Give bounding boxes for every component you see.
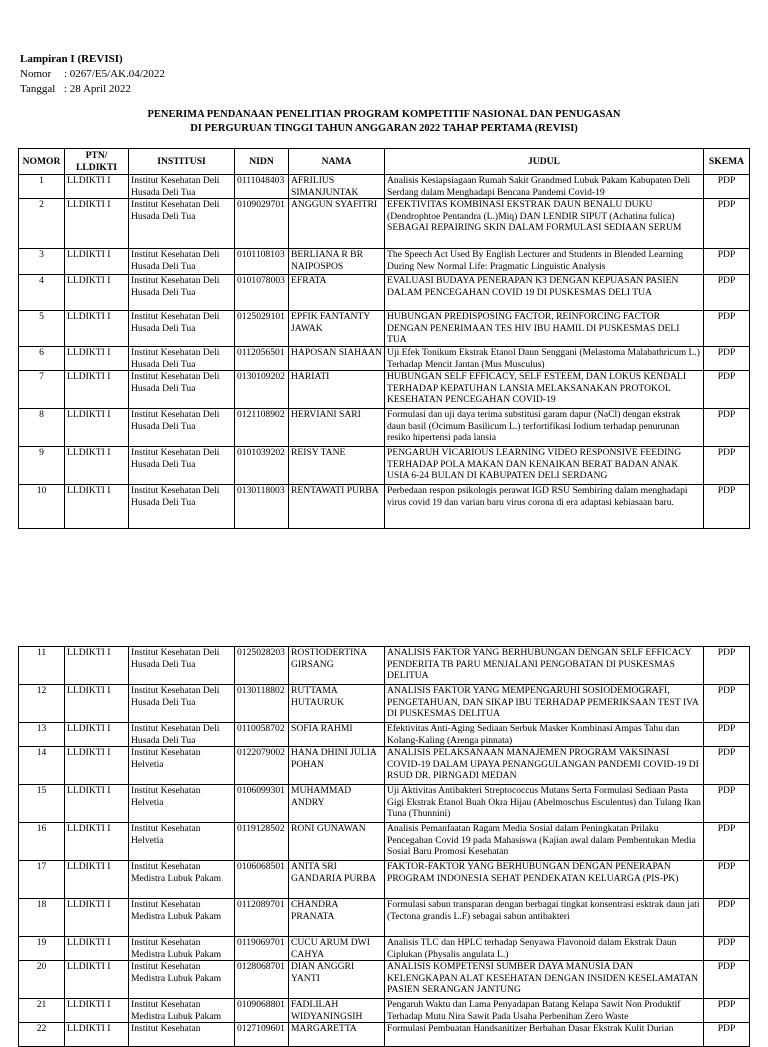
cell-institusi: Institut Kesehatan Deli Husada Deli Tua (129, 371, 235, 409)
cell-ptn: LLDIKTI I (65, 785, 129, 823)
cell-judul: Efektivitas Anti-Aging Sediaan Serbuk Masker Kombinasi Ampas Tahu dan Kolang-Kaling (Arenga pinnata) (385, 723, 704, 747)
table-row (19, 1023, 750, 1047)
cell-ptn: LLDIKTI I (65, 485, 129, 529)
cell-institusi: Institut Kesehatan Deli Husada Deli Tua (129, 175, 235, 199)
cell-nama: ROSTIODERTINA GIRSANG (289, 647, 385, 685)
cell-nama: ANITA SRI GANDARIA PURBA (289, 861, 385, 899)
cell-skema: PDP (704, 199, 750, 249)
cell-nama: HERVIANI SARI (289, 409, 385, 447)
cell-ptn: LLDIKTI I (65, 999, 129, 1023)
cell-nama: MARGARETTA (289, 1023, 385, 1047)
table-row (19, 723, 750, 747)
table-row (19, 347, 750, 371)
cell-skema: PDP (704, 685, 750, 723)
table-row (19, 823, 750, 861)
cell-institusi: Institut Kesehatan Medistra Lubuk Pakam (129, 999, 235, 1023)
cell-ptn: LLDIKTI I (65, 899, 129, 937)
cell-institusi: Institut Kesehatan Medistra Lubuk Pakam (129, 861, 235, 899)
cell-ptn: LLDIKTI I (65, 823, 129, 861)
cell-nama: RONI GUNAWAN (289, 823, 385, 861)
cell-institusi: Institut Kesehatan Deli Husada Deli Tua (129, 199, 235, 249)
cell-ptn: LLDIKTI I (65, 1023, 129, 1047)
cell-nama: EPFIK FANTANTY JAWAK (289, 311, 385, 347)
cell-nama: AFRILIUS SIMANJUNTAK (289, 175, 385, 199)
cell-nidn: 0125029101 (235, 311, 289, 347)
cell-institusi: Institut Kesehatan Deli Husada Deli Tua (129, 647, 235, 685)
cell-nidn: 0119128502 (235, 823, 289, 861)
table-body-part-2 (19, 647, 750, 1047)
table-body-part-1 (19, 175, 750, 529)
nomor-label: Nomor (20, 68, 52, 80)
cell-skema: PDP (704, 961, 750, 999)
cell-institusi: Institut Kesehatan Medistra Lubuk Pakam (129, 899, 235, 937)
cell-nomor: 9 (19, 447, 65, 485)
cell-nama: CHANDRA PRANATA (289, 899, 385, 937)
table-row (19, 647, 750, 685)
cell-nama: REISY TANE (289, 447, 385, 485)
cell-ptn: LLDIKTI I (65, 371, 129, 409)
cell-judul: Uji Aktivitas Antibakteri Streptococcus Mutans Serta Formulasi Sediaan Pasta Gigi Ekstrak Etanol Buah Okra Hijau (Abelmoschus Esculentus) dan Tulang Ikan Tuna (Thunnini) (385, 785, 704, 823)
col-header-nama: NAMA (289, 149, 385, 175)
cell-institusi: Institut Kesehatan Helvetia (129, 785, 235, 823)
cell-nomor: 22 (19, 1023, 65, 1047)
cell-nama: MUHAMMAD ANDRY (289, 785, 385, 823)
cell-nomor: 20 (19, 961, 65, 999)
cell-judul: EFEKTIVITAS KOMBINASI EKSTRAK DAUN BENALU DUKU (Dendrophtoe Pentandra (L.)Miq) DAN LENDIR SIPUT (Achatina fulica) SEBAGAI REPAIRING SKIN DALAM FORMULASI SEDIAAN SERUM (385, 199, 704, 249)
cell-nomor: 3 (19, 249, 65, 275)
cell-nomor: 7 (19, 371, 65, 409)
cell-ptn: LLDIKTI I (65, 647, 129, 685)
cell-ptn: LLDIKTI I (65, 961, 129, 999)
cell-nomor: 19 (19, 937, 65, 961)
cell-institusi: Institut Kesehatan Deli Husada Deli Tua (129, 347, 235, 371)
cell-nama: HAPOSAN SIAHAAN (289, 347, 385, 371)
cell-judul: HUBUNGAN SELF EFFICACY, SELF ESTEEM, DAN LOKUS KENDALI TERHADAP KEPATUHAN LANSIA MELAKSANAKAN PROTOKOL KESEHATAN PENCEGAHAN COVID-19 (385, 371, 704, 409)
cell-skema: PDP (704, 485, 750, 529)
cell-nidn: 0106099301 (235, 785, 289, 823)
col-header-nidn: NIDN (235, 149, 289, 175)
tanggal-label: Tanggal (20, 83, 56, 95)
cell-skema: PDP (704, 371, 750, 409)
cell-institusi: Institut Kesehatan Medistra Lubuk Pakam (129, 961, 235, 999)
cell-skema: PDP (704, 311, 750, 347)
table-row (19, 961, 750, 999)
col-header-nomor: NOMOR (19, 149, 65, 175)
recipients-table-part-1 (18, 148, 750, 529)
cell-institusi: Institut Kesehatan Deli Husada Deli Tua (129, 311, 235, 347)
cell-nidn: 0130109202 (235, 371, 289, 409)
table-row (19, 447, 750, 485)
cell-nomor: 17 (19, 861, 65, 899)
nomor-row (20, 67, 165, 82)
cell-institusi: Institut Kesehatan Deli Husada Deli Tua (129, 447, 235, 485)
cell-institusi: Institut Kesehatan (129, 1023, 235, 1047)
cell-skema: PDP (704, 823, 750, 861)
cell-skema: PDP (704, 785, 750, 823)
cell-skema: PDP (704, 747, 750, 785)
cell-nomor: 6 (19, 347, 65, 371)
cell-judul: Analisis Pemanfaatan Ragam Media Sosial dalam Peningkatan Prilaku Pencegahan Covid 19 pada Mahasiswa (Kajian awal dalam Pembentukan Media Sosial Baru Promosi Kesehatan (385, 823, 704, 861)
table-row (19, 861, 750, 899)
table-header-row (19, 149, 750, 175)
cell-institusi: Institut Kesehatan Helvetia (129, 747, 235, 785)
cell-judul: Analisis TLC dan HPLC terhadap Senyawa Flavonoid dalam Ekstrak Daun Ciplukan (Physalis angulata L.) (385, 937, 704, 961)
cell-skema: PDP (704, 447, 750, 485)
cell-nomor: 2 (19, 199, 65, 249)
cell-nama: DIAN ANGGRI YANTI (289, 961, 385, 999)
cell-judul: Uji Efek Tonikum Ekstrak Etanol Daun Senggani (Melastoma Malabathricum L.) Terhadap Mencit Jantan (Mus Musculus) (385, 347, 704, 371)
table-row (19, 311, 750, 347)
cell-skema: PDP (704, 175, 750, 199)
cell-skema: PDP (704, 723, 750, 747)
cell-ptn: LLDIKTI I (65, 723, 129, 747)
cell-nidn: 0101108103 (235, 249, 289, 275)
cell-judul: Perbedaan respon psikologis perawat IGD RSU Sembiring dalam menghadapi virus covid 19 dan varian baru virus corona di era adaptasi kebiasaan baru. (385, 485, 704, 529)
cell-nomor: 18 (19, 899, 65, 937)
cell-nomor: 10 (19, 485, 65, 529)
cell-nidn: 0121108902 (235, 409, 289, 447)
cell-ptn: LLDIKTI I (65, 249, 129, 275)
table-row (19, 785, 750, 823)
cell-judul: Formulasi dan uji daya terima substitusi garam dapur (NaCl) dengan ekstrak daun basil (Ocimum Basilicum L.) terfortifikasi Iodium terhadap penurunan resiko hipertensi pada lansia (385, 409, 704, 447)
lampiran-label: Lampiran I (REVISI) (20, 53, 123, 65)
cell-skema: PDP (704, 275, 750, 311)
cell-nomor: 14 (19, 747, 65, 785)
cell-judul: Analisis Kesiapsiagaan Rumah Sakit Grandmed Lubuk Pakam Kabupaten Deli Serdang dalam Menghadapi Bencana Pandemi Covid-19 (385, 175, 704, 199)
table-row (19, 485, 750, 529)
cell-institusi: Institut Kesehatan Deli Husada Deli Tua (129, 249, 235, 275)
cell-nomor: 16 (19, 823, 65, 861)
table-row (19, 747, 750, 785)
cell-skema: PDP (704, 1023, 750, 1047)
cell-nomor: 8 (19, 409, 65, 447)
cell-nama: CUCU ARUM DWI CAHYA (289, 937, 385, 961)
cell-ptn: LLDIKTI I (65, 275, 129, 311)
table-row (19, 175, 750, 199)
table-row (19, 409, 750, 447)
cell-ptn: LLDIKTI I (65, 937, 129, 961)
cell-nomor: 15 (19, 785, 65, 823)
cell-nidn: 0122079002 (235, 747, 289, 785)
cell-ptn: LLDIKTI I (65, 199, 129, 249)
col-header-skema: SKEMA (704, 149, 750, 175)
title-line-1: PENERIMA PENDANAAN PENELITIAN PROGRAM KOMPETITIF NASIONAL DAN PENUGASAN (147, 109, 621, 120)
cell-institusi: Institut Kesehatan Helvetia (129, 823, 235, 861)
cell-nidn: 0111048403 (235, 175, 289, 199)
cell-nama: ANGGUN SYAFITRI (289, 199, 385, 249)
table-row (19, 371, 750, 409)
cell-skema: PDP (704, 861, 750, 899)
letter-meta (20, 52, 165, 97)
cell-institusi: Institut Kesehatan Deli Husada Deli Tua (129, 723, 235, 747)
document-title (0, 108, 768, 136)
cell-nomor: 5 (19, 311, 65, 347)
cell-nidn: 0130118802 (235, 685, 289, 723)
table-row (19, 899, 750, 937)
cell-ptn: LLDIKTI I (65, 175, 129, 199)
cell-nidn: 0130118003 (235, 485, 289, 529)
cell-nomor: 11 (19, 647, 65, 685)
table-row (19, 999, 750, 1023)
cell-ptn: LLDIKTI I (65, 861, 129, 899)
cell-nidn: 0101039202 (235, 447, 289, 485)
cell-nomor: 21 (19, 999, 65, 1023)
table-row (19, 199, 750, 249)
col-header-ptn: PTN/ LLDIKTI (65, 149, 129, 175)
cell-nomor: 13 (19, 723, 65, 747)
cell-ptn: LLDIKTI I (65, 747, 129, 785)
cell-institusi: Institut Kesehatan Deli Husada Deli Tua (129, 485, 235, 529)
cell-judul: Formulasi sabun transparan dengan berbagai tingkat konsentrasi esktrak daun jati (Tectona grandis L.F) sebagai sabun antibakteri (385, 899, 704, 937)
cell-judul: EVALUASI BUDAYA PENERAPAN K3 DENGAN KEPUASAN PASIEN DALAM PENCEGAHAN COVID 19 DI PUSKESMAS DELI TUA (385, 275, 704, 311)
cell-institusi: Institut Kesehatan Deli Husada Deli Tua (129, 409, 235, 447)
cell-ptn: LLDIKTI I (65, 347, 129, 371)
title-line-2: DI PERGURUAN TINGGI TAHUN ANGGARAN 2022 TAHAP PERTAMA (REVISI) (190, 123, 578, 134)
cell-nidn: 0119069701 (235, 937, 289, 961)
cell-nama: HARIATI (289, 371, 385, 409)
cell-judul: ANALISIS PELAKSANAAN MANAJEMEN PROGRAM VAKSINASI COVID-19 DALAM UPAYA PENANGGULANGAN PANDEMI COVID-19 DI RSUD DR. PIRNGADI MEDAN (385, 747, 704, 785)
cell-ptn: LLDIKTI I (65, 447, 129, 485)
table-row (19, 249, 750, 275)
cell-nidn: 0125028203 (235, 647, 289, 685)
tanggal-value: : 28 April 2022 (64, 83, 131, 95)
cell-nama: BERLIANA R BR NAIPOSPOS (289, 249, 385, 275)
cell-nidn: 0109029701 (235, 199, 289, 249)
cell-institusi: Institut Kesehatan Deli Husada Deli Tua (129, 275, 235, 311)
cell-judul: HUBUNGAN PREDISPOSING FACTOR, REINFORCING FACTOR DENGAN PENERIMAAN TES HIV IBU HAMIL DI PUSKESMAS DELI TUA (385, 311, 704, 347)
recipients-table-part-2 (18, 646, 750, 1047)
cell-nama: EFRATA (289, 275, 385, 311)
cell-nidn: 0112056501 (235, 347, 289, 371)
cell-judul: FAKTOR-FAKTOR YANG BERHUBUNGAN DENGAN PENERAPAN PROGRAM INDONESIA SEHAT PENDEKATAN KELUARGA (PIS-PK) (385, 861, 704, 899)
cell-nomor: 12 (19, 685, 65, 723)
cell-institusi: Institut Kesehatan Medistra Lubuk Pakam (129, 937, 235, 961)
cell-nidn: 0101078003 (235, 275, 289, 311)
table-row (19, 685, 750, 723)
cell-ptn: LLDIKTI I (65, 311, 129, 347)
cell-judul: ANALISIS FAKTOR YANG BERHUBUNGAN DENGAN SELF EFFICACY PENDERITA TB PARU MENJALANI PENGOBATAN DI PUSKESMAS DELITUA (385, 647, 704, 685)
cell-skema: PDP (704, 647, 750, 685)
col-header-institusi: INSTITUSI (129, 149, 235, 175)
cell-nama: FADLILAH WIDYANINGSIH (289, 999, 385, 1023)
cell-nidn: 0106068501 (235, 861, 289, 899)
table-row (19, 275, 750, 311)
cell-nomor: 4 (19, 275, 65, 311)
cell-skema: PDP (704, 409, 750, 447)
cell-judul: ANALISIS FAKTOR YANG MEMPENGARUHI SOSIODEMOGRAFI, PENGETAHUAN, DAN SIKAP IBU TERHADAP PEMERIKSAAN TEST IVA DI PUSKESMAS DELITUA (385, 685, 704, 723)
cell-ptn: LLDIKTI I (65, 409, 129, 447)
cell-nama: SOFIA RAHMI (289, 723, 385, 747)
col-header-judul: JUDUL (385, 149, 704, 175)
nomor-value: : 0267/E5/AK.04/2022 (64, 68, 165, 80)
cell-nidn: 0109068801 (235, 999, 289, 1023)
cell-judul: Formulasi Pembuatan Handsanitizer Berbahan Dasar Ekstrak Kulit Durian (385, 1023, 704, 1047)
cell-nomor: 1 (19, 175, 65, 199)
cell-nama: HANA DHINI JULIA POHAN (289, 747, 385, 785)
cell-nama: RUTTAMA HUTAURUK (289, 685, 385, 723)
table-row (19, 937, 750, 961)
cell-skema: PDP (704, 249, 750, 275)
cell-skema: PDP (704, 937, 750, 961)
cell-nama: RENTAWATI PURBA (289, 485, 385, 529)
cell-judul: PENGARUH VICARIOUS LEARNING VIDEO RESPONSIVE FEEDING TERHADAP POLA MAKAN DAN KENAIKAN BERAT BADAN ANAK USIA 6-24 BULAN DI KABUPATEN DELI SERDANG (385, 447, 704, 485)
cell-nidn: 0127109601 (235, 1023, 289, 1047)
cell-judul: ANALISIS KOMPETENSI SUMBER DAYA MANUSIA DAN KELENGKAPAN ALAT KESEHATAN DENGAN INSIDEN KESELAMATAN PASIEN SERANGAN JANTUNG (385, 961, 704, 999)
cell-ptn: LLDIKTI I (65, 685, 129, 723)
cell-nidn: 0112089701 (235, 899, 289, 937)
cell-skema: PDP (704, 347, 750, 371)
cell-judul: Pengaruh Waktu dan Lama Penyadapan Batang Kelapa Sawit Non Produktif Terhadap Mutu Nira Sawit Pada Usaha Perbenihan Zero Waste (385, 999, 704, 1023)
cell-skema: PDP (704, 899, 750, 937)
cell-skema: PDP (704, 999, 750, 1023)
cell-nidn: 0128068701 (235, 961, 289, 999)
tanggal-row (20, 82, 165, 97)
cell-nidn: 0110058702 (235, 723, 289, 747)
cell-judul: The Speech Act Used By English Lecturer and Students in Blended Learning During New Normal Life: Pragmatic Linguistic Analysis (385, 249, 704, 275)
cell-institusi: Institut Kesehatan Deli Husada Deli Tua (129, 685, 235, 723)
